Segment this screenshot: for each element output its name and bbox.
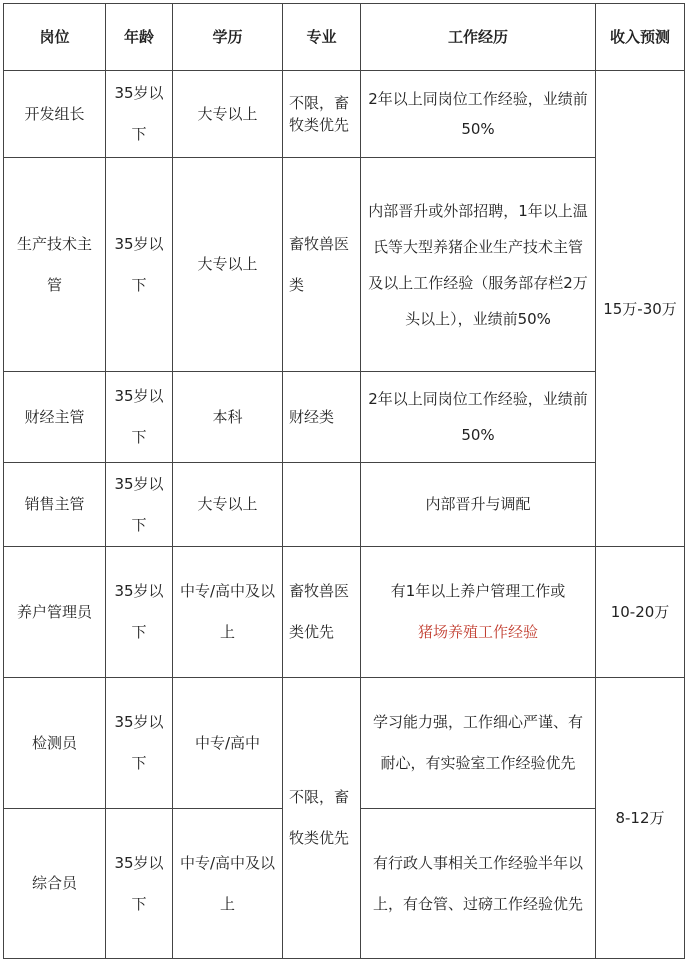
- cell-experience: [361, 547, 596, 678]
- experience-text: 有1年以上养户管理工作或: [390, 582, 566, 600]
- header-position: 岗位: [4, 4, 106, 71]
- table-row: [4, 678, 685, 809]
- experience-highlight: 猪场养殖工作经验: [417, 623, 538, 641]
- cell-age: 35岁以下: [106, 809, 173, 959]
- cell-education: 大专以上: [173, 158, 283, 372]
- cell-age: 35岁以下: [106, 678, 173, 809]
- cell-major: 畜牧兽医类优先: [283, 547, 361, 678]
- cell-age: 35岁以下: [106, 372, 173, 463]
- header-major: 专业: [283, 4, 361, 71]
- cell-major: 不限，畜牧类优先: [283, 71, 361, 158]
- cell-major: 不限，畜牧类优先: [283, 678, 361, 959]
- cell-position: 开发组长: [4, 71, 106, 158]
- cell-education: 中专/高中及以上: [173, 809, 283, 959]
- cell-experience: 2年以上同岗位工作经验，业绩前50%: [361, 372, 596, 463]
- cell-experience: 学习能力强，工作细心严谨、有耐心，有实验室工作经验优先: [361, 678, 596, 809]
- cell-major: [283, 463, 361, 547]
- cell-experience: 2年以上同岗位工作经验，业绩前50%: [361, 71, 596, 158]
- cell-position: 养户管理员: [4, 547, 106, 678]
- cell-experience: 内部晋升或外部招聘，1年以上温氏等大型养猪企业生产技术主管及以上工作经验（服务部存栏2万头以上），业绩前50%: [361, 158, 596, 372]
- header-experience: 工作经历: [361, 4, 596, 71]
- cell-position: 生产技术主管: [4, 158, 106, 372]
- recruitment-table: [3, 3, 685, 959]
- cell-education: 大专以上: [173, 463, 283, 547]
- cell-position: 综合员: [4, 809, 106, 959]
- cell-age: 35岁以下: [106, 158, 173, 372]
- table-row: [4, 547, 685, 678]
- cell-income: 10-20万: [596, 547, 685, 678]
- header-education: 学历: [173, 4, 283, 71]
- header-row: [4, 4, 685, 71]
- header-income: 收入预测: [596, 4, 685, 71]
- cell-age: 35岁以下: [106, 547, 173, 678]
- cell-experience: 有行政人事相关工作经验半年以上，有仓管、过磅工作经验优先: [361, 809, 596, 959]
- cell-position: 财经主管: [4, 372, 106, 463]
- header-age: 年龄: [106, 4, 173, 71]
- cell-education: 中专/高中: [173, 678, 283, 809]
- table-row: [4, 71, 685, 158]
- table-row: [4, 463, 685, 547]
- cell-education: 大专以上: [173, 71, 283, 158]
- table-row: [4, 158, 685, 372]
- cell-education: 本科: [173, 372, 283, 463]
- cell-major: 财经类: [283, 372, 361, 463]
- cell-age: 35岁以下: [106, 463, 173, 547]
- cell-income: 8-12万: [596, 678, 685, 959]
- cell-age: 35岁以下: [106, 71, 173, 158]
- cell-position: 检测员: [4, 678, 106, 809]
- cell-income: 15万-30万: [596, 71, 685, 547]
- cell-education: 中专/高中及以上: [173, 547, 283, 678]
- cell-major: 畜牧兽医类: [283, 158, 361, 372]
- cell-experience: 内部晋升与调配: [361, 463, 596, 547]
- table-row: [4, 372, 685, 463]
- cell-position: 销售主管: [4, 463, 106, 547]
